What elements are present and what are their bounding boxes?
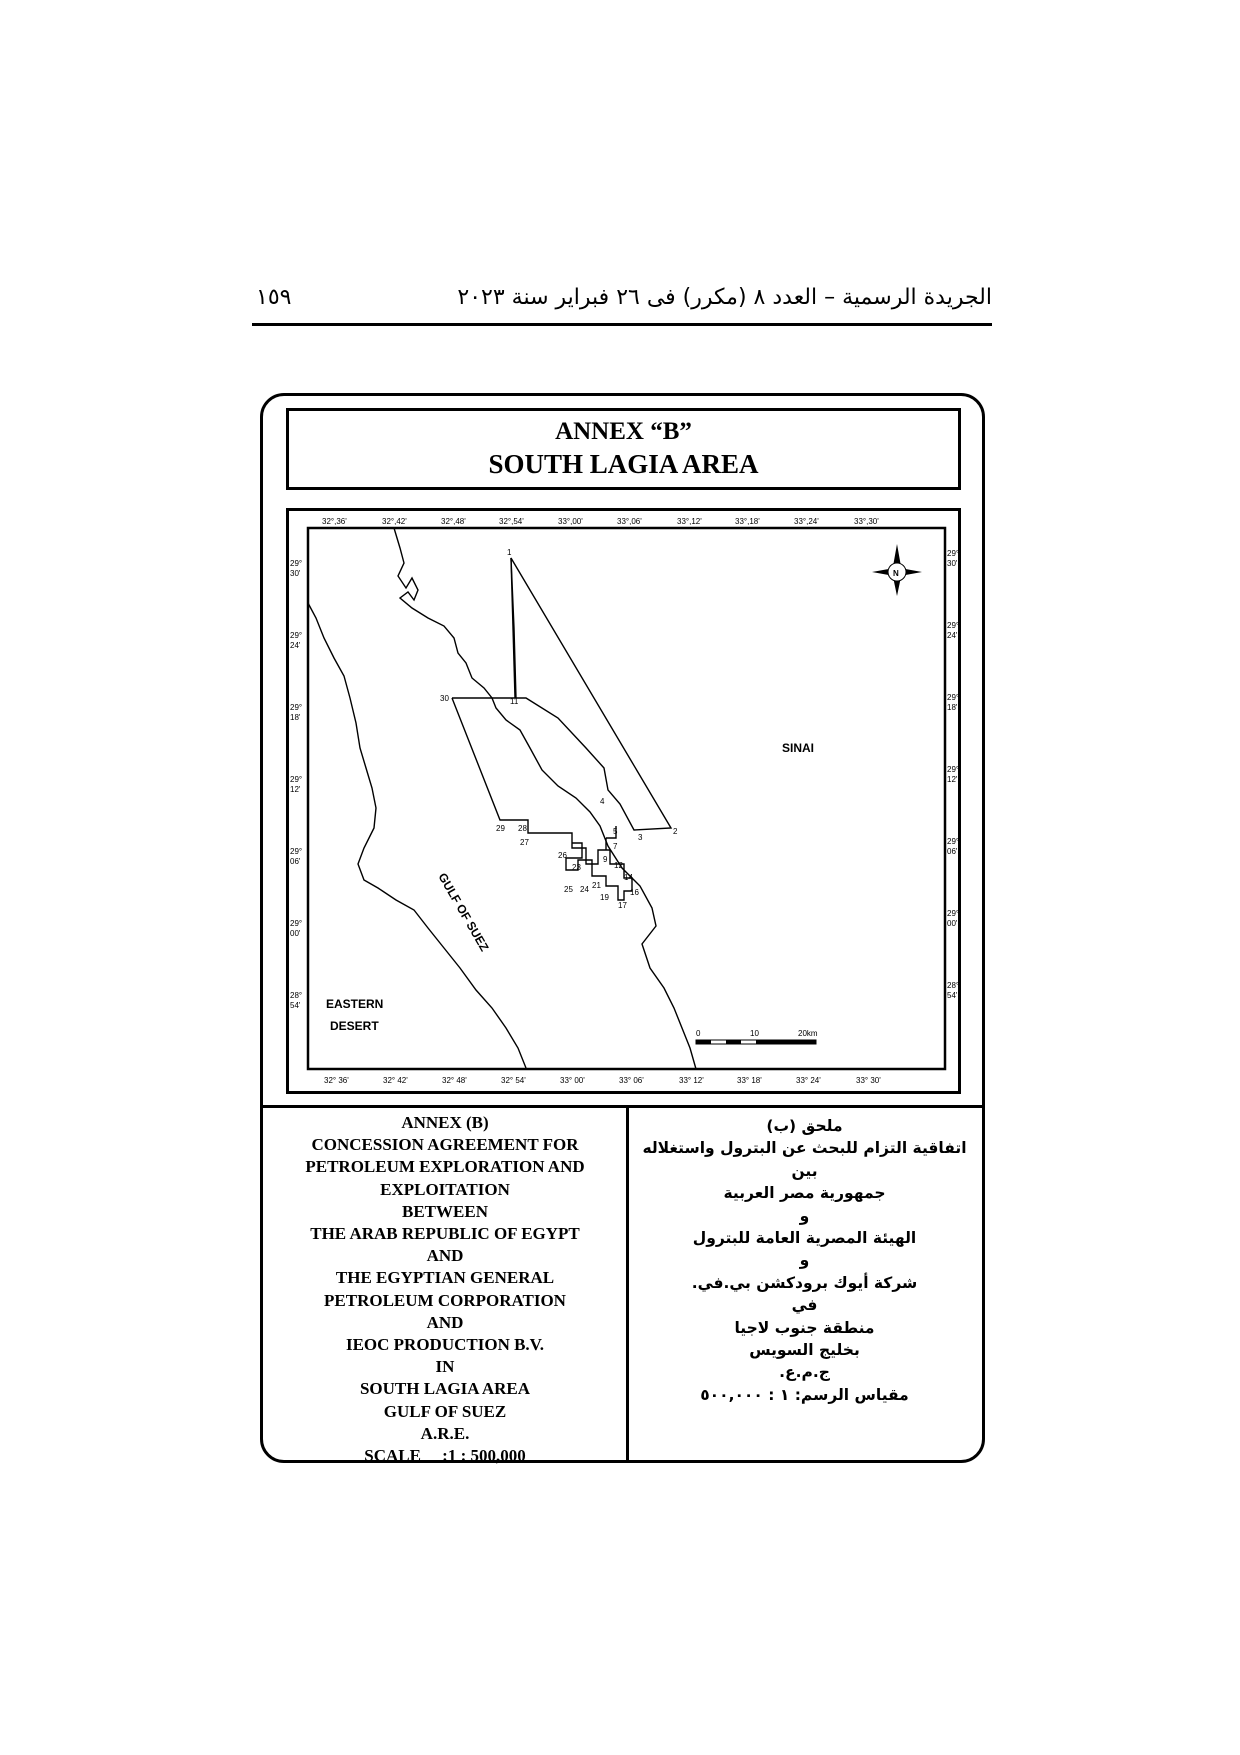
lon-label: 33° 06' bbox=[619, 1076, 644, 1085]
english-line: ANNEX (B) bbox=[401, 1113, 489, 1132]
lat-min: 30' bbox=[947, 559, 958, 568]
lon-label: 33°,00' bbox=[558, 517, 583, 526]
lon-label: 32°,54' bbox=[499, 517, 524, 526]
lat-min: 06' bbox=[947, 847, 958, 856]
arabic-line: مقياس الرسم: ١ : ٥٠٠,٠٠٠ bbox=[700, 1385, 909, 1404]
english-line: IN bbox=[435, 1357, 455, 1377]
area-title: SOUTH LAGIA AREA bbox=[488, 449, 759, 479]
lon-label: 33°,30' bbox=[854, 517, 879, 526]
lon-label: 33° 12' bbox=[679, 1076, 704, 1085]
lat-min: 54' bbox=[290, 1001, 301, 1010]
english-line: AND bbox=[426, 1246, 464, 1266]
lat-min: 12' bbox=[290, 785, 301, 794]
english-line: GULF OF SUEZ bbox=[383, 1401, 507, 1421]
gulf-of-suez-label: GULF OF SUEZ bbox=[435, 870, 492, 954]
lon-label: 32°,48' bbox=[441, 517, 466, 526]
english-line: EXPLOITATION bbox=[380, 1179, 510, 1199]
desert-label: DESERT bbox=[330, 1019, 379, 1033]
point-label: 16 bbox=[630, 888, 639, 897]
lon-label: 33°,18' bbox=[735, 517, 760, 526]
arabic-line: ملحق (ب) bbox=[766, 1117, 843, 1135]
concession-boundary-north bbox=[511, 558, 671, 830]
point-label: 28 bbox=[518, 824, 527, 833]
point-label: 11 bbox=[510, 697, 519, 706]
scale-label: 0 bbox=[696, 1029, 701, 1038]
lat-deg: 29° bbox=[947, 549, 960, 558]
point-label: 1 bbox=[507, 548, 512, 557]
north-arrow-icon bbox=[872, 544, 922, 596]
sinai-label: SINAI bbox=[782, 741, 815, 755]
point-labels bbox=[440, 548, 678, 910]
arabic-line: و bbox=[799, 1206, 810, 1225]
arabic-line: اتفاقية التزام للبحث عن البترول واستغلاله bbox=[642, 1139, 967, 1158]
lat-deg: 28° bbox=[947, 981, 960, 990]
concession-map bbox=[286, 508, 961, 1094]
lon-label: 32° 48' bbox=[442, 1076, 467, 1085]
lat-min: 54' bbox=[947, 991, 958, 1000]
arabic-line: ج.م.ع. bbox=[779, 1363, 830, 1382]
lat-deg: 29° bbox=[947, 837, 960, 846]
lon-label: 32° 54' bbox=[501, 1076, 526, 1085]
point-label: 14 bbox=[624, 873, 633, 882]
scale-label: 20km bbox=[798, 1029, 818, 1038]
lat-min: 18' bbox=[290, 713, 301, 722]
left-latitude-labels bbox=[290, 559, 302, 1010]
lon-label: 33° 24' bbox=[796, 1076, 821, 1085]
point-label: 25 bbox=[564, 885, 573, 894]
lat-min: 00' bbox=[947, 919, 958, 928]
annex-title-box bbox=[286, 408, 961, 490]
arabic-line: في bbox=[791, 1296, 818, 1315]
point-label: 4 bbox=[600, 797, 605, 806]
lat-deg: 29° bbox=[290, 631, 303, 640]
english-line: BETWEEN bbox=[402, 1201, 488, 1221]
point-label: 17 bbox=[618, 901, 627, 910]
column-divider bbox=[626, 1107, 629, 1463]
arabic-line: بخليج السويس bbox=[749, 1341, 860, 1360]
point-label: 26 bbox=[558, 851, 567, 860]
lat-min: 00' bbox=[290, 929, 301, 938]
lat-min: 24' bbox=[290, 641, 301, 650]
lon-label: 33°,12' bbox=[677, 517, 702, 526]
right-latitude-labels bbox=[947, 549, 959, 1000]
east-coastline bbox=[394, 528, 696, 1069]
lat-min: 24' bbox=[947, 631, 958, 640]
english-caption bbox=[270, 1112, 620, 1467]
north-label: N bbox=[893, 569, 899, 578]
point-label: 12 bbox=[614, 861, 623, 870]
lat-deg: 29° bbox=[947, 693, 960, 702]
point-label: 27 bbox=[520, 838, 529, 847]
english-line: A.R.E. bbox=[420, 1423, 470, 1443]
english-line: THE ARAB REPUBLIC OF EGYPT bbox=[310, 1224, 580, 1244]
english-line: PETROLEUM CORPORATION bbox=[324, 1290, 566, 1310]
gazette-title: الجريدة الرسمية – العدد ٨ (مكرر) فى ٢٦ فبراير سنة ٢٠٢٣ bbox=[457, 285, 992, 310]
top-longitude-labels bbox=[322, 517, 879, 526]
lon-label: 32°,36' bbox=[322, 517, 347, 526]
lat-deg: 29° bbox=[947, 909, 960, 918]
lon-label: 33° 18' bbox=[737, 1076, 762, 1085]
arabic-line: و bbox=[799, 1251, 810, 1270]
eastern-label: EASTERN bbox=[326, 997, 384, 1011]
point-label: 9 bbox=[603, 855, 608, 864]
arabic-line: منطقة جنوب لاجيا bbox=[734, 1318, 875, 1337]
lon-label: 33°,24' bbox=[794, 517, 819, 526]
lat-deg: 29° bbox=[290, 703, 303, 712]
english-line: IEOC PRODUCTION B.V. bbox=[345, 1335, 545, 1355]
lat-deg: 29° bbox=[290, 847, 303, 856]
point-label: 7 bbox=[613, 842, 618, 851]
arabic-line: بين bbox=[791, 1161, 818, 1180]
english-line: AND bbox=[426, 1312, 464, 1332]
english-line: THE EGYPTIAN GENERAL bbox=[335, 1268, 555, 1288]
point-label: 23 bbox=[572, 863, 581, 872]
arabic-line: الهيئة المصرية العامة للبترول bbox=[692, 1229, 917, 1248]
lat-deg: 29° bbox=[947, 621, 960, 630]
scale-bar bbox=[696, 1029, 818, 1044]
english-line: SOUTH LAGIA AREA bbox=[359, 1379, 531, 1399]
lat-deg: 28° bbox=[290, 991, 303, 1000]
annex-title: ANNEX “B” bbox=[555, 418, 692, 445]
lat-min: 06' bbox=[290, 857, 301, 866]
lat-deg: 29° bbox=[290, 559, 303, 568]
point-label: 24 bbox=[580, 885, 589, 894]
lat-deg: 29° bbox=[947, 765, 960, 774]
page-number: ١٥٩ bbox=[256, 285, 292, 310]
point-label: 5 bbox=[613, 827, 618, 836]
english-line: CONCESSION AGREEMENT FOR bbox=[311, 1135, 579, 1155]
english-line: PETROLEUM EXPLORATION AND bbox=[305, 1157, 585, 1177]
lat-min: 12' bbox=[947, 775, 958, 784]
lon-label: 32° 42' bbox=[383, 1076, 408, 1085]
point-label: 29 bbox=[496, 824, 505, 833]
lat-min: 18' bbox=[947, 703, 958, 712]
arabic-caption bbox=[632, 1115, 977, 1406]
lat-min: 30' bbox=[290, 569, 301, 578]
english-line: SCALE :1 : 500,000 bbox=[364, 1446, 526, 1466]
lat-deg: 29° bbox=[290, 919, 303, 928]
point-label: 21 bbox=[592, 881, 601, 890]
lon-label: 32° 36' bbox=[324, 1076, 349, 1085]
bottom-longitude-labels bbox=[324, 1076, 881, 1085]
section-divider bbox=[260, 1105, 985, 1108]
lon-label: 33°,06' bbox=[617, 517, 642, 526]
point-label: 3 bbox=[638, 833, 643, 842]
point-label: 19 bbox=[600, 893, 609, 902]
concession-boundary-south bbox=[452, 698, 632, 900]
arabic-line: جمهورية مصر العربية bbox=[723, 1184, 886, 1203]
point-label: 2 bbox=[673, 827, 678, 836]
lon-label: 33° 00' bbox=[560, 1076, 585, 1085]
map-neat-line bbox=[308, 528, 945, 1069]
lat-deg: 29° bbox=[290, 775, 303, 784]
scale-label: 10 bbox=[750, 1029, 759, 1038]
running-header bbox=[252, 283, 992, 326]
lon-label: 33° 30' bbox=[856, 1076, 881, 1085]
point-label: 30 bbox=[440, 694, 449, 703]
arabic-line: شركة أيوك برودكشن بي.في. bbox=[691, 1273, 918, 1292]
lon-label: 32°,42' bbox=[382, 517, 407, 526]
